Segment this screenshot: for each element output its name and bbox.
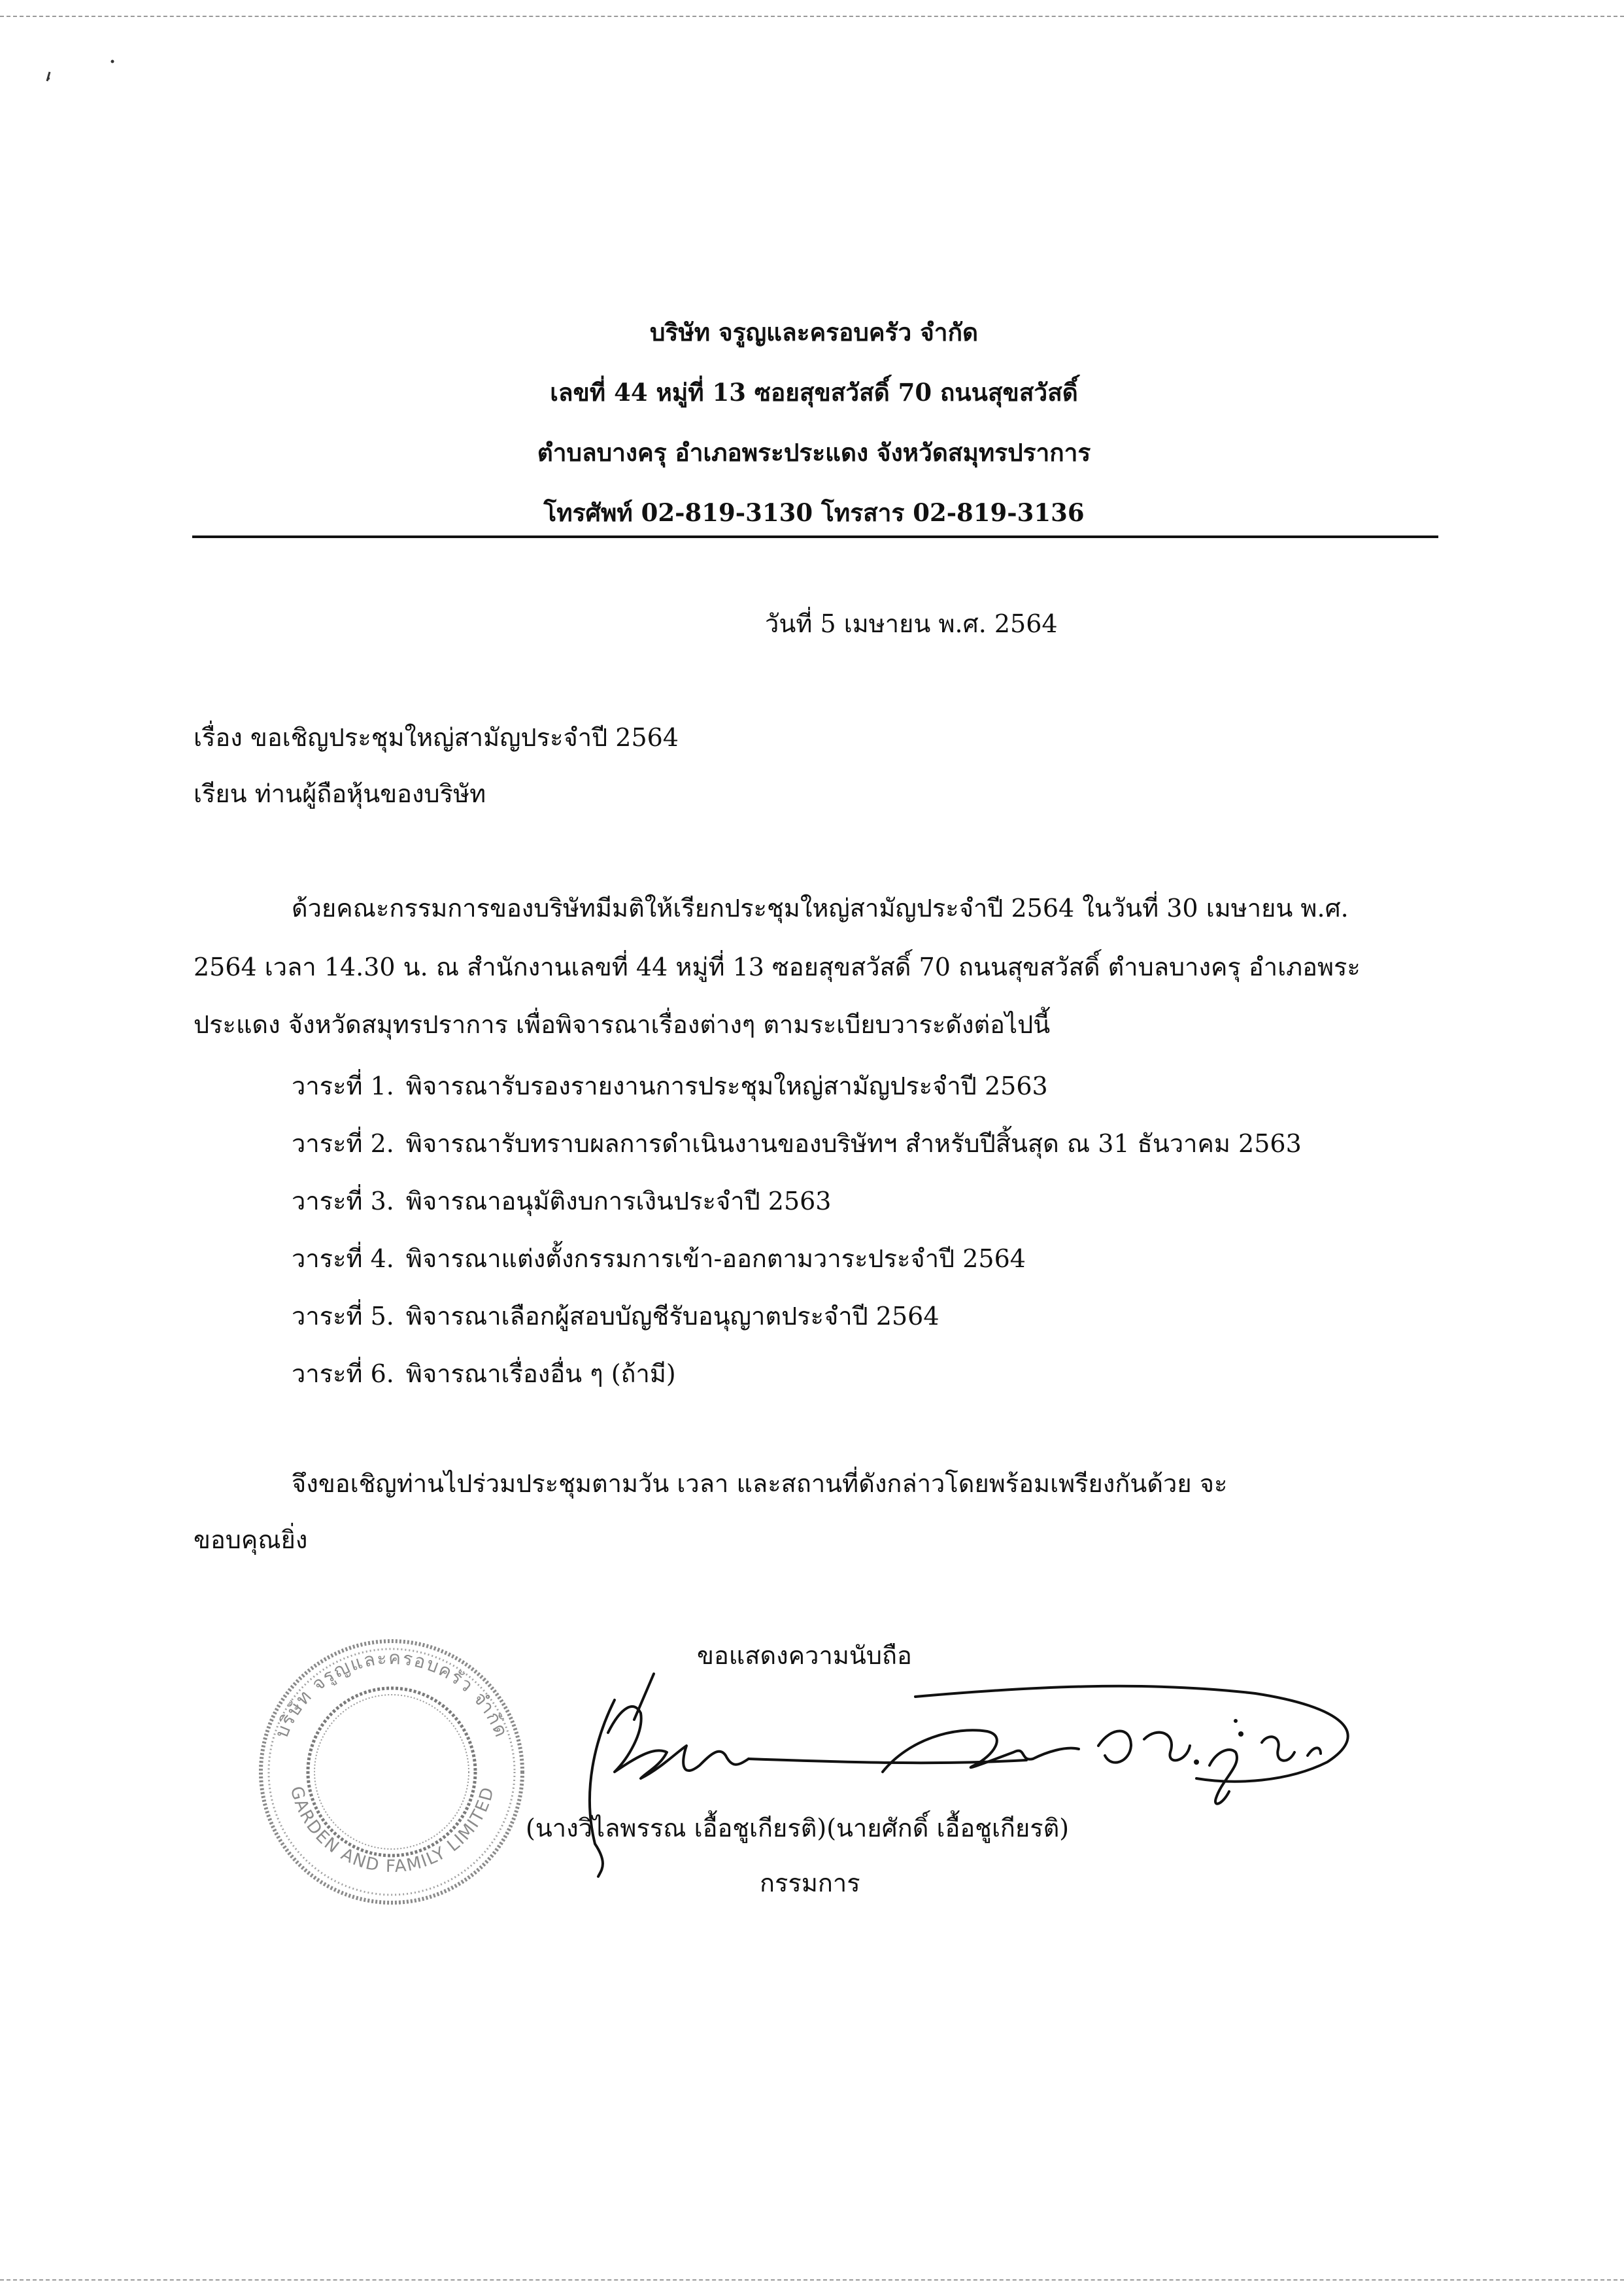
letterhead <box>190 302 1438 543</box>
agenda-text: พิจารณารับรองรายงานการประชุมใหญ่สามัญประจำปี 2563 <box>405 1072 1048 1100</box>
company-address-line-2: ตำบลบางครุ อำเภอพระประแดง จังหวัดสมุทรปราการ <box>537 438 1091 467</box>
agenda-number: วาระที่ 2. <box>292 1129 394 1158</box>
agenda-number: วาระที่ 1. <box>292 1072 394 1100</box>
agenda-number: วาระที่ 3. <box>292 1187 394 1215</box>
closing-line: จึงขอเชิญท่านไปร่วมประชุมตามวัน เวลา และสถานที่ดังกล่าวโดยพร้อมเพรียงกันด้วย จะ <box>292 1469 1228 1498</box>
agenda-number: วาระที่ 4. <box>292 1244 394 1273</box>
regards-text: ขอแสดงความนับถือ <box>697 1641 912 1670</box>
letter-date: วันที่ 5 เมษายน พ.ศ. 2564 <box>765 609 1058 638</box>
signer-title: กรรมการ <box>760 1869 860 1897</box>
agenda-text: พิจารณาอนุมัติงบการเงินประจำปี 2563 <box>405 1187 832 1215</box>
svg-text:บริษัท จรูญและครอบครัว จำกัด: บริษัท จรูญและครอบครัว จำกัด <box>270 1646 513 1741</box>
agenda-item <box>292 1353 676 1393</box>
letter-recipient: เรียน ท่านผู้ถือหุ้นของบริษัท <box>194 779 486 808</box>
agenda-text: พิจารณาเรื่องอื่น ๆ (ถ้ามี) <box>405 1359 676 1388</box>
agenda-text: พิจารณารับทราบผลการดำเนินงานของบริษัทฯ สำหรับปีสิ้นสุด ณ 31 ธันวาคม 2563 <box>405 1129 1302 1158</box>
svg-text:GARDEN AND FAMILY LIMITED: GARDEN AND FAMILY LIMITED <box>286 1784 499 1877</box>
company-address-line-1: เลขที่ 44 หมู่ที่ 13 ซอยสุขสวัสดิ์ 70 ถนนสุขสวัสดิ์ <box>550 378 1078 407</box>
closing-line: ขอบคุณยิ่ง <box>194 1525 308 1554</box>
scan-edge-bottom <box>0 2279 1624 2281</box>
agenda-item <box>292 1238 1026 1278</box>
company-seal <box>251 1635 532 1909</box>
agenda-item <box>292 1066 1048 1106</box>
handwritten-signatures <box>569 1648 1393 1883</box>
scan-specks <box>39 52 131 85</box>
agenda-number: วาระที่ 6. <box>292 1359 394 1388</box>
letter-subject: เรื่อง ขอเชิญประชุมใหญ่สามัญประจำปี 2564 <box>194 723 679 752</box>
signer-names: (นางวิไลพรรณ เอื้อชูเกียรติ)(นายศักดิ์ เอื้อชูเกียรติ) <box>526 1814 1070 1843</box>
body-line: ประแดง จังหวัดสมุทรปราการ เพื่อพิจารณาเรื่องต่างๆ ตามระเบียบวาระดังต่อไปนี้ <box>194 1010 1051 1039</box>
letterhead-divider <box>192 535 1438 538</box>
agenda-text: พิจารณาแต่งตั้งกรรมการเข้า-ออกตามวาระประจำปี 2564 <box>405 1244 1026 1273</box>
agenda-item <box>292 1181 831 1221</box>
agenda-item <box>292 1296 939 1336</box>
agenda-item <box>292 1123 1302 1163</box>
company-name: บริษัท จรูญและครอบครัว จำกัด <box>650 318 978 347</box>
company-contact: โทรศัพท์ 02-819-3130 โทรสาร 02-819-3136 <box>543 498 1085 527</box>
agenda-text: พิจารณาเลือกผู้สอบบัญชีรับอนุญาตประจำปี 2564 <box>405 1302 939 1331</box>
body-line: ด้วยคณะกรรมการของบริษัทมีมติให้เรียกประชุมใหญ่สามัญประจำปี 2564 ในวันที่ 30 เมษายน พ.ศ. <box>292 894 1349 923</box>
scan-edge-top <box>0 16 1624 17</box>
body-line: 2564 เวลา 14.30 น. ณ สำนักงานเลขที่ 44 หมู่ที่ 13 ซอยสุขสวัสดิ์ 70 ถนนสุขสวัสดิ์ ตำบลบางครุ อำเภอพระ <box>194 953 1361 981</box>
agenda-number: วาระที่ 5. <box>292 1302 394 1331</box>
